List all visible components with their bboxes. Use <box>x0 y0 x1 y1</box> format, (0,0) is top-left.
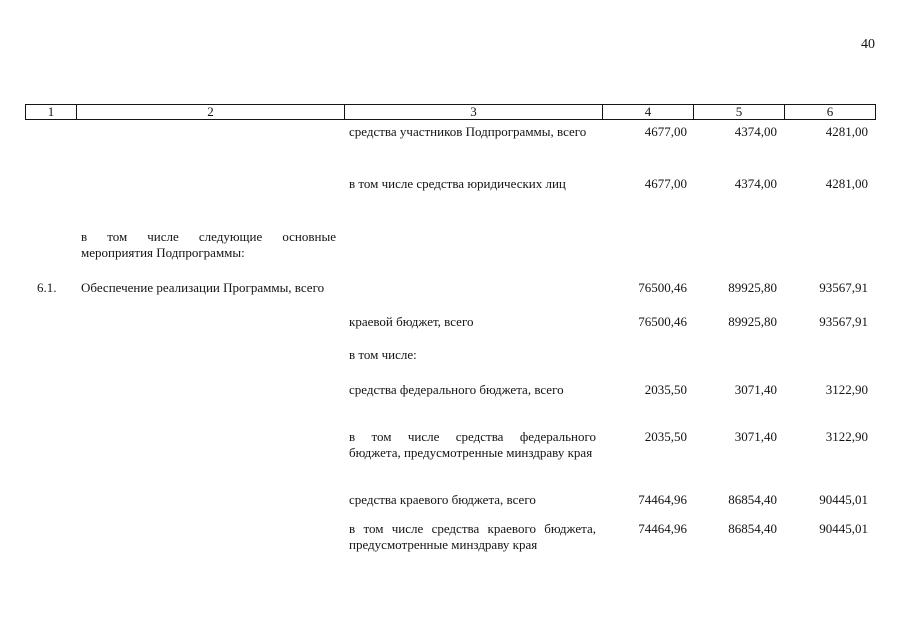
column-header-row <box>26 105 876 120</box>
row-value-col6: 4281,00 <box>825 124 868 139</box>
row-source: средства федерального бюджета, всего <box>349 382 564 397</box>
row-value-col5: 86854,40 <box>728 521 777 536</box>
row-value-col6: 90445,01 <box>819 521 868 536</box>
row-value-col5: 86854,40 <box>728 492 777 507</box>
row-value-col6: 3122,90 <box>825 429 868 444</box>
row-value-col4: 74464,96 <box>638 521 687 536</box>
row-source: в том числе средства краевого бюджета, предусмотренные минздраву края <box>349 521 596 552</box>
column-header-3: 3 <box>345 105 603 120</box>
row-name: в том числе следующие основные мероприятия Подпрограммы: <box>81 229 336 260</box>
row-value-col5: 3071,40 <box>734 382 777 397</box>
row-value-col5: 89925,80 <box>728 314 777 329</box>
row-value-col6: 93567,91 <box>819 280 868 295</box>
page-number: 40 <box>861 37 875 52</box>
row-source: средства краевого бюджета, всего <box>349 492 536 507</box>
row-value-col5: 89925,80 <box>728 280 777 295</box>
row-value-col5: 4374,00 <box>734 124 777 139</box>
row-value-col6: 93567,91 <box>819 314 868 329</box>
column-header-4: 4 <box>603 105 694 120</box>
row-source: в том числе средства федерального бюджета, предусмотренные минздраву края <box>349 429 596 460</box>
row-source: краевой бюджет, всего <box>349 314 474 329</box>
row-value-col4: 2035,50 <box>644 429 687 444</box>
row-value-col4: 4677,00 <box>644 124 687 139</box>
row-value-col4: 2035,50 <box>644 382 687 397</box>
row-value-col5: 4374,00 <box>734 176 777 191</box>
row-value-col4: 76500,46 <box>638 280 687 295</box>
row-value-col4: 74464,96 <box>638 492 687 507</box>
column-header-1: 1 <box>26 105 77 120</box>
row-code: 6.1. <box>37 280 57 295</box>
column-header-5: 5 <box>694 105 785 120</box>
row-value-col6: 90445,01 <box>819 492 868 507</box>
row-value-col5: 3071,40 <box>734 429 777 444</box>
row-source: в том числе: <box>349 347 417 362</box>
row-source: средства участников Подпрограммы, всего <box>349 124 587 139</box>
row-value-col6: 4281,00 <box>825 176 868 191</box>
row-value-col4: 76500,46 <box>638 314 687 329</box>
row-value-col4: 4677,00 <box>644 176 687 191</box>
row-value-col6: 3122,90 <box>825 382 868 397</box>
column-header-2: 2 <box>77 105 345 120</box>
row-name: Обеспечение реализации Программы, всего <box>81 280 325 295</box>
column-header-6: 6 <box>785 105 876 120</box>
column-header-table <box>25 104 876 120</box>
row-source: в том числе средства юридических лиц <box>349 176 566 191</box>
